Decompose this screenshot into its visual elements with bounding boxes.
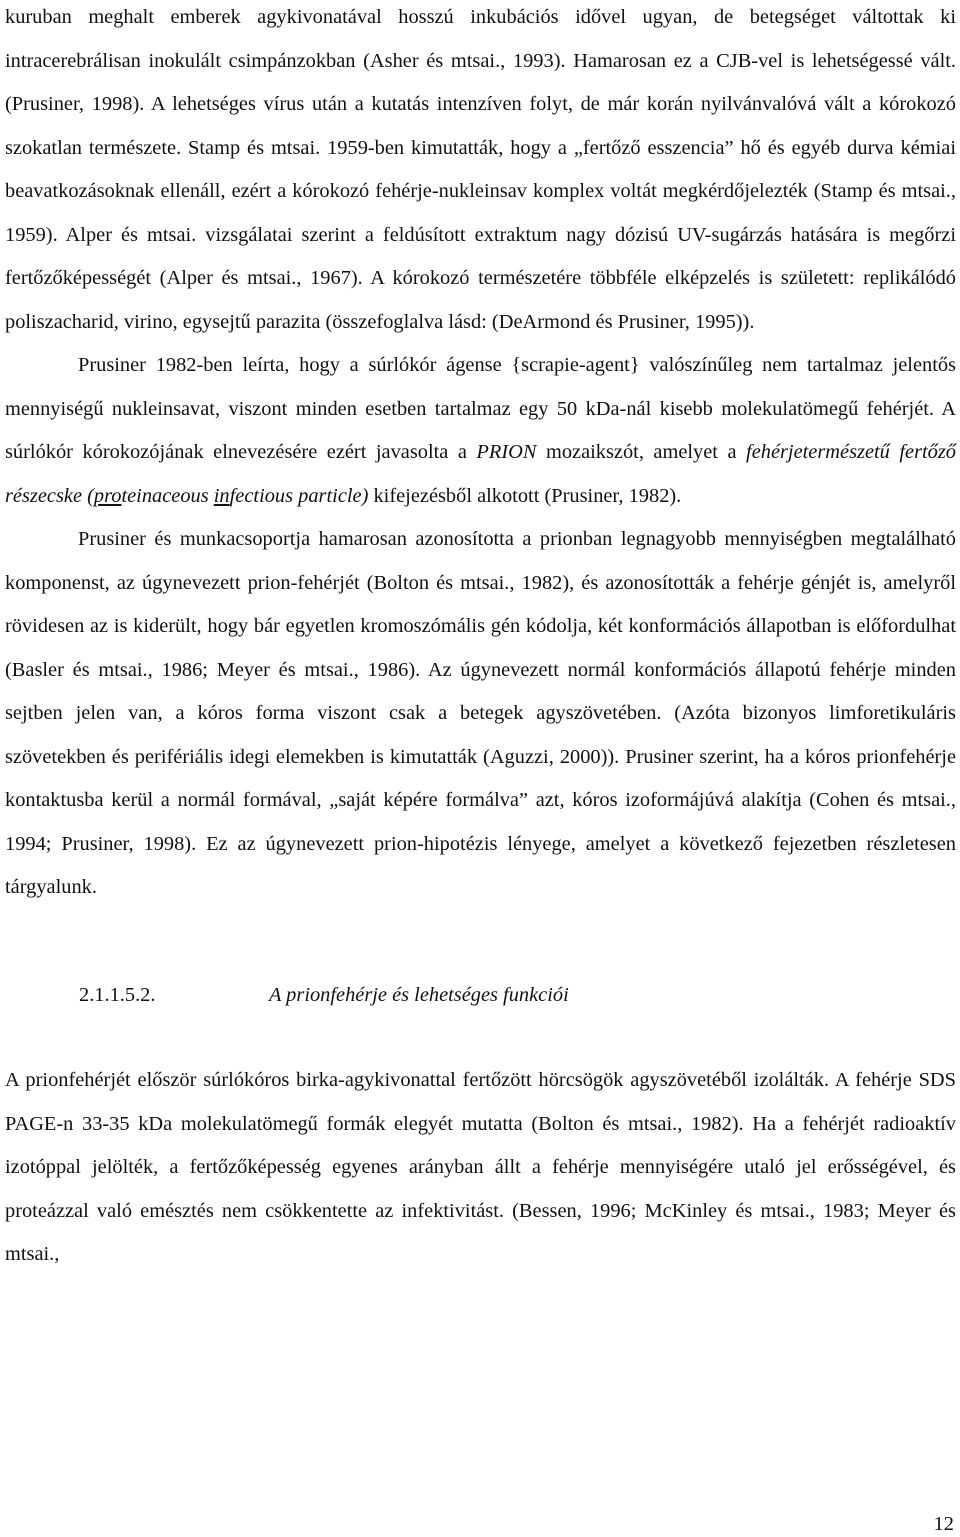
paragraph-text: kifejezésből alkotott (Prusiner, 1982). — [368, 484, 682, 507]
paragraph-text: mozaikszót, amelyet a — [536, 441, 747, 463]
acronym-letters: pro — [93, 484, 122, 507]
definition-text: teinaceous — [121, 484, 214, 507]
section-number: 2.1.1.5.2. — [79, 983, 156, 1006]
paragraph-prion-protein: Prusiner és munkacsoportja hamarosan azonosította a prionban legnagyobb mennyiségben megtalálható komponenst, az úgynevezett prion-fehérjét (Bolton és mtsai., 1982), és azonosították a fehérje génjét is, amelyről rövidesen az is kiderült, hogy bár egyetlen kromoszómális gén kódolja, két konformációs állapotban is előfordulhat (Basler és mtsai., 1986; Meyer és mtsai., 1986). Az úgynevezett normál konformációs állapotú fehérje minden sejtben jelen van, a kóros forma viszont csak a betegek agyszövetében. (Azóta bizonyos limforetikuláris szövetekben és perifériális idegi elemekben is kimutatták (Aguzzi, 2000)). Prusiner szerint, ha a kóros prionfehérje kontaktusba kerül a normál formával, „saját képére formálva” azt, kóros izoformájúvá alakítja (Cohen és mtsai., 1994; Prusiner, 1998). Ez az úgynevezett prion-hipotézis lényege, amelyet a következő fejezetben részletesen tárgyalunk. — [5, 528, 956, 898]
paragraph-text: Prusiner 1982-ben leírta, hogy a súrlókór ágense {scrapie-agent} valószínűleg nem tartalmaz jelentős mennyiségű nukleinsavat, viszont minden esetben tartalmaz egy 50 kDa-nál kisebb molekulatömegű fehérjét. A súrlókór kórokozójának elnevezésére ezért javasolta a — [5, 354, 956, 463]
section-heading — [5, 974, 956, 1018]
paragraph-prusiner-1982 — [5, 344, 956, 518]
document-page — [5, 0, 956, 1277]
acronym-letters: in — [213, 484, 230, 507]
page-number: 12 — [933, 1513, 954, 1535]
definition-text: fehérjetermészetű fertőző részecske ( — [5, 441, 956, 507]
definition-text: fectious particle) — [229, 484, 369, 507]
paragraph-prion-history: kuruban meghalt emberek agykivonatával hosszú inkubációs idővel ugyan, de betegséget váltottak ki intracerebrálisan inokulált csimpánzokban (Asher és mtsai., 1993). Hamarosan ez a CJB-vel is lehetségessé vált. (Prusiner, 1998). A lehetséges vírus után a kutatás intenzíven folyt, de már korán nyilvánvalóvá vált a kórokozó szokatlan természete. Stamp és mtsai. 1959-ben kimutatták, hogy a „fertőző esszencia” hő és egyéb durva kémiai beavatkozásoknak ellenáll, ezért a kórokozó fehérje-nukleinsav komplex voltát megkérdőjelezték (Stamp és mtsai., 1959). Alper és mtsai. vizsgálatai szerint a feldúsított extraktum nagy dózisú UV-sugárzás hatására is megőrzi fertőzőképességét (Alper és mtsai., 1967). A kórokozó természetére többféle elképzelés is született: replikálódó poliszacharid, virino, egysejtű parazita (összefoglalva lásd: (DeArmond és Prusiner, 1995)). — [5, 6, 956, 333]
section-title: A prionfehérje és lehetséges funkciói — [269, 983, 569, 1006]
prion-term: PRION — [476, 441, 537, 463]
paragraph-prion-isolation: A prionfehérjét először súrlókóros birka-agykivonattal fertőzött hörcsögök agyszövetéből izolálták. A fehérje SDS PAGE-n 33-35 kDa molekulatömegű formák elegyét mutatta (Bolton és mtsai., 1982). Ha a fehérjét radioaktív izotóppal jelölték, a fertőzőképesség egyenes arányban állt a fehérje mennyiségére utaló jel erősségével, és proteázzal való emésztés nem csökkentette az infektivitást. (Bessen, 1996; McKinley és mtsai., 1983; Meyer és mtsai., — [5, 1069, 956, 1265]
